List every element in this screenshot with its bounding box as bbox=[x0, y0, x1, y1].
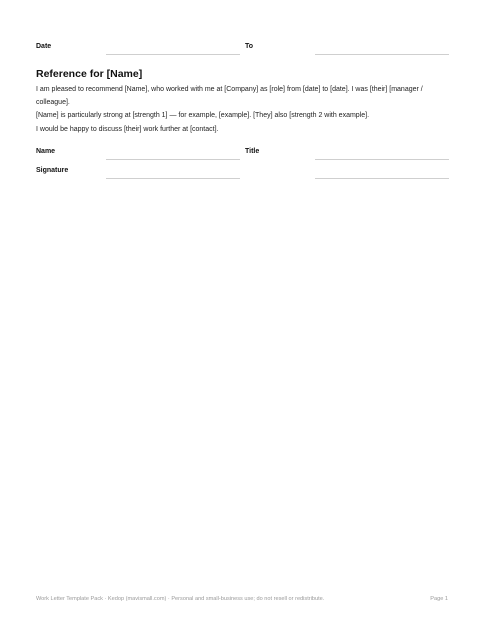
title-label: Title bbox=[245, 148, 260, 155]
date-field-line[interactable] bbox=[106, 54, 240, 55]
signature-label: Signature bbox=[36, 167, 69, 174]
signature-field-line[interactable] bbox=[106, 178, 240, 179]
document-title: Reference for [Name] bbox=[36, 68, 143, 80]
footer-text: Work Letter Template Pack · Kedop (mavismall.com) · Personal and small-business use; do not resell or redistribute. bbox=[36, 596, 325, 602]
title-field-line[interactable] bbox=[315, 159, 449, 160]
name-field-line[interactable] bbox=[106, 159, 240, 160]
page-number: Page 1 bbox=[430, 596, 448, 602]
signature-field-line-right[interactable] bbox=[315, 178, 449, 179]
body-paragraph-2: [Name] is particularly strong at [strength 1] — for example, [example]. [They] also [strength 2 with example]. bbox=[36, 112, 370, 119]
body-paragraph-3: I would be happy to discuss [their] work further at [contact]. bbox=[36, 126, 219, 133]
date-label: Date bbox=[36, 43, 52, 50]
to-field-line[interactable] bbox=[315, 54, 449, 55]
to-label: To bbox=[245, 43, 254, 50]
body-paragraph-1: I am pleased to recommend [Name], who worked with me at [Company] as [role] from [date] to [date]. I was [their] [manager / colleague]. bbox=[36, 86, 423, 106]
name-label: Name bbox=[36, 148, 56, 155]
